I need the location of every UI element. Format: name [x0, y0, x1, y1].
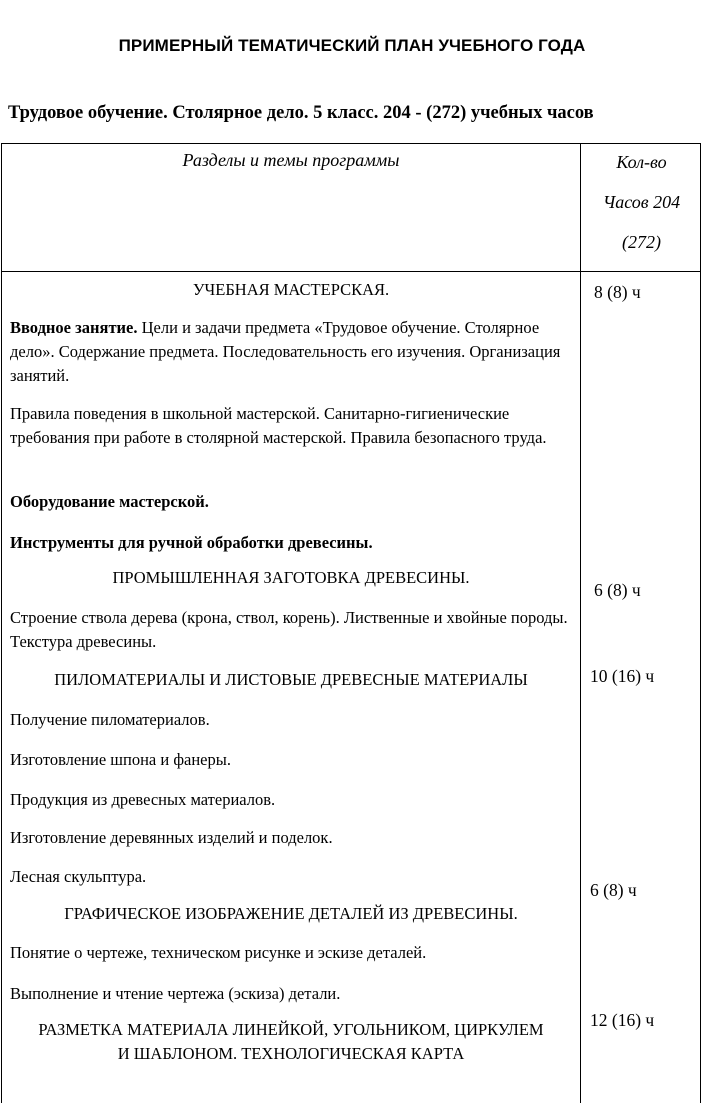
section1-intro — [10, 316, 570, 388]
section4-heading: ГРАФИЧЕСКОЕ ИЗОБРАЖЕНИЕ ДЕТАЛЕЙ ИЗ ДРЕВЕСИНЫ. — [64, 904, 518, 923]
section5-hours: 12 (16) ч — [590, 1010, 655, 1030]
section2-text: Строение ствола дерева (крона, ствол, корень). Лиственные и хвойные породы. Текстура древесины. — [10, 608, 568, 651]
section3-item: Продукция из древесных материалов. — [10, 790, 276, 809]
section3-item: Лесная скульптура. — [10, 867, 147, 886]
section2-heading: ПРОМЫШЛЕННАЯ ЗАГОТОВКА ДРЕВЕСИНЫ. — [112, 568, 470, 587]
section1-heading: УЧЕБНАЯ МАСТЕРСКАЯ. — [192, 280, 390, 299]
section1-intro-text: Цели и задачи предмета «Трудовое обучение. Столярное дело». Содержание предмета. Последовательность его изучения. Организация занятий. — [10, 318, 561, 385]
section3-hours: 10 (16) ч — [590, 666, 655, 686]
section1-equipment: Оборудование мастерской. — [10, 492, 209, 511]
thematic-plan-table — [1, 143, 701, 1103]
header-hours-line1: Кол-во — [616, 152, 667, 172]
section5-heading — [2, 1018, 580, 1066]
header-hours — [581, 142, 702, 262]
section2-hours: 6 (8) ч — [594, 580, 641, 600]
column-divider — [580, 144, 581, 1103]
section1-intro-bold: Вводное занятие. — [10, 318, 138, 337]
section3-item: Изготовление шпона и фанеры. — [10, 750, 231, 769]
section4-item: Выполнение и чтение чертежа (эскиза) детали. — [10, 984, 341, 1003]
section4-hours: 6 (8) ч — [590, 880, 637, 900]
section3-item: Получение пиломатериалов. — [10, 710, 210, 729]
section4-item: Понятие о чертеже, техническом рисунке и эскизе деталей. — [10, 943, 427, 962]
section5-heading-line1: РАЗМЕТКА МАТЕРИАЛА ЛИНЕЙКОЙ, УГОЛЬНИКОМ, ЦИРКУЛЕМ — [38, 1020, 544, 1039]
section5-heading-line2: И ШАБЛОНОМ. ТЕХНОЛОГИЧЕСКАЯ КАРТА — [117, 1044, 465, 1063]
section3-item: Изготовление деревянных изделий и поделок. — [10, 828, 333, 847]
document-title: ПРИМЕРНЫЙ ТЕМАТИЧЕСКИЙ ПЛАН УЧЕБНОГО ГОДА — [118, 36, 586, 55]
section3-heading: ПИЛОМАТЕРИАЛЫ И ЛИСТОВЫЕ ДРЕВЕСНЫЕ МАТЕРИАЛЫ — [54, 670, 528, 689]
header-sections: Разделы и темы программы — [182, 150, 400, 170]
header-hours-line2: Часов 204 — [602, 192, 681, 212]
header-hours-line3: (272) — [622, 232, 661, 252]
document-subtitle: Трудовое обучение. Столярное дело. 5 класс. 204 - (272) учебных часов — [8, 103, 594, 123]
section1-tools: Инструменты для ручной обработки древесины. — [10, 533, 373, 552]
section1-rules: Правила поведения в школьной мастерской. Санитарно-гигиенические требования при работе в столярной мастерской. Правила безопасного труда. — [10, 404, 547, 447]
section1-hours: 8 (8) ч — [594, 282, 641, 302]
header-divider — [2, 271, 700, 272]
